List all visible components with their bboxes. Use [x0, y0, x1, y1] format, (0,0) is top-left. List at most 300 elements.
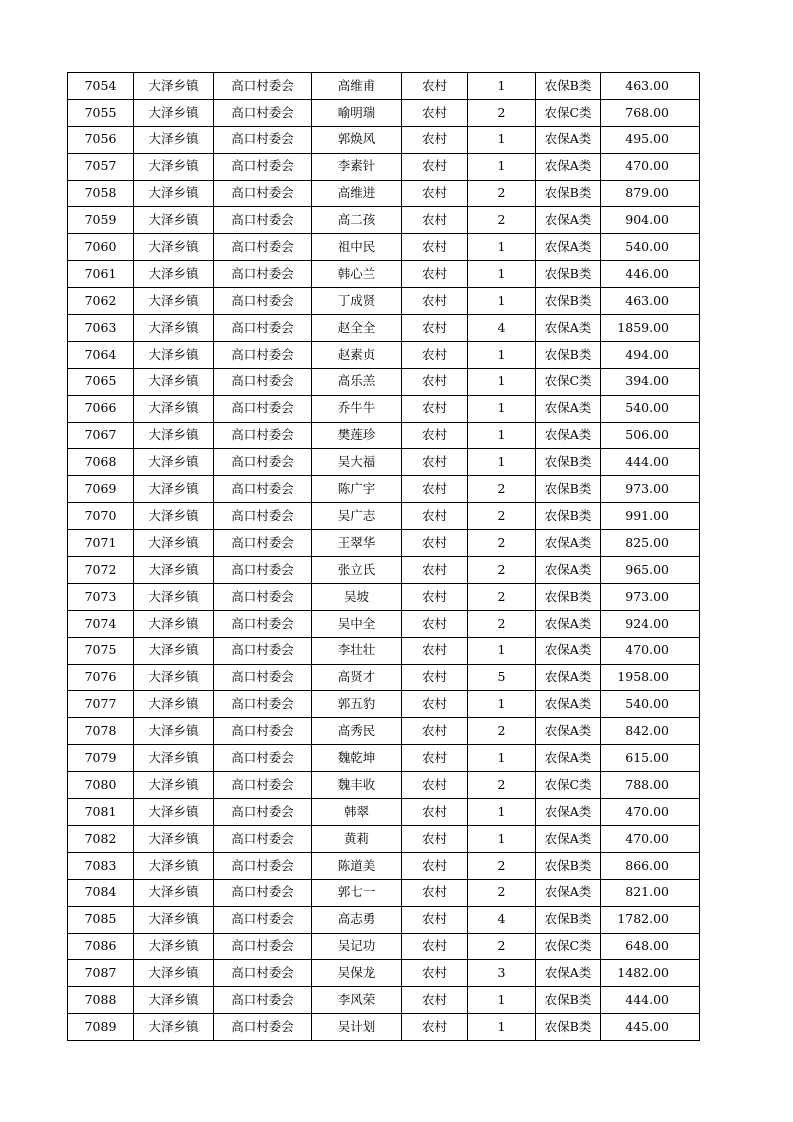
serial-number-cell: 7080: [68, 772, 134, 799]
persons-count-cell: 1: [468, 825, 536, 852]
township-cell: 大泽乡镇: [134, 1014, 214, 1041]
township-cell: 大泽乡镇: [134, 664, 214, 691]
persons-count-cell: 1: [468, 395, 536, 422]
insurance-category-cell: 农保B类: [536, 503, 601, 530]
household-head-cell: 高贤才: [312, 664, 402, 691]
serial-number-cell: 7076: [68, 664, 134, 691]
amount-cell: 991.00: [601, 503, 700, 530]
serial-number-cell: 7054: [68, 73, 134, 100]
household-type-cell: 农村: [402, 449, 468, 476]
township-cell: 大泽乡镇: [134, 610, 214, 637]
village-committee-cell: 高口村委会: [214, 987, 312, 1014]
persons-count-cell: 2: [468, 530, 536, 557]
household-type-cell: 农村: [402, 664, 468, 691]
amount-cell: 540.00: [601, 691, 700, 718]
persons-count-cell: 1: [468, 153, 536, 180]
township-cell: 大泽乡镇: [134, 906, 214, 933]
insurance-category-cell: 农保B类: [536, 987, 601, 1014]
serial-number-cell: 7062: [68, 288, 134, 315]
table-row: [68, 637, 700, 664]
insurance-category-cell: 农保A类: [536, 610, 601, 637]
serial-number-cell: 7078: [68, 718, 134, 745]
serial-number-cell: 7077: [68, 691, 134, 718]
household-type-cell: 农村: [402, 718, 468, 745]
relief-roster-table: [67, 72, 700, 1041]
township-cell: 大泽乡镇: [134, 933, 214, 960]
household-head-cell: 吴计划: [312, 1014, 402, 1041]
amount-cell: 904.00: [601, 207, 700, 234]
table-row: [68, 261, 700, 288]
household-head-cell: 乔牛牛: [312, 395, 402, 422]
serial-number-cell: 7068: [68, 449, 134, 476]
township-cell: 大泽乡镇: [134, 987, 214, 1014]
persons-count-cell: 3: [468, 960, 536, 987]
table-row: [68, 906, 700, 933]
table-row: [68, 395, 700, 422]
serial-number-cell: 7074: [68, 610, 134, 637]
household-head-cell: 赵素贞: [312, 341, 402, 368]
amount-cell: 540.00: [601, 395, 700, 422]
household-type-cell: 农村: [402, 933, 468, 960]
household-type-cell: 农村: [402, 799, 468, 826]
amount-cell: 1482.00: [601, 960, 700, 987]
table-row: [68, 99, 700, 126]
serial-number-cell: 7071: [68, 530, 134, 557]
household-type-cell: 农村: [402, 503, 468, 530]
amount-cell: 394.00: [601, 368, 700, 395]
township-cell: 大泽乡镇: [134, 583, 214, 610]
insurance-category-cell: 农保B类: [536, 1014, 601, 1041]
serial-number-cell: 7089: [68, 1014, 134, 1041]
serial-number-cell: 7072: [68, 557, 134, 584]
township-cell: 大泽乡镇: [134, 449, 214, 476]
village-committee-cell: 高口村委会: [214, 933, 312, 960]
persons-count-cell: 1: [468, 745, 536, 772]
household-type-cell: 农村: [402, 1014, 468, 1041]
village-committee-cell: 高口村委会: [214, 825, 312, 852]
table-row: [68, 180, 700, 207]
table-row: [68, 987, 700, 1014]
serial-number-cell: 7069: [68, 476, 134, 503]
serial-number-cell: 7084: [68, 879, 134, 906]
persons-count-cell: 2: [468, 772, 536, 799]
village-committee-cell: 高口村委会: [214, 503, 312, 530]
amount-cell: 470.00: [601, 637, 700, 664]
household-type-cell: 农村: [402, 637, 468, 664]
persons-count-cell: 1: [468, 422, 536, 449]
township-cell: 大泽乡镇: [134, 879, 214, 906]
amount-cell: 446.00: [601, 261, 700, 288]
village-committee-cell: 高口村委会: [214, 799, 312, 826]
amount-cell: 506.00: [601, 422, 700, 449]
household-head-cell: 高秀民: [312, 718, 402, 745]
table-row: [68, 1014, 700, 1041]
household-head-cell: 吴保龙: [312, 960, 402, 987]
table-row: [68, 73, 700, 100]
household-head-cell: 陈道美: [312, 852, 402, 879]
township-cell: 大泽乡镇: [134, 422, 214, 449]
table-row: [68, 557, 700, 584]
township-cell: 大泽乡镇: [134, 73, 214, 100]
amount-cell: 1782.00: [601, 906, 700, 933]
insurance-category-cell: 农保B类: [536, 906, 601, 933]
household-head-cell: 黄莉: [312, 825, 402, 852]
amount-cell: 965.00: [601, 557, 700, 584]
township-cell: 大泽乡镇: [134, 288, 214, 315]
insurance-category-cell: 农保A类: [536, 422, 601, 449]
serial-number-cell: 7088: [68, 987, 134, 1014]
table-row: [68, 368, 700, 395]
insurance-category-cell: 农保B类: [536, 288, 601, 315]
village-committee-cell: 高口村委会: [214, 395, 312, 422]
insurance-category-cell: 农保A类: [536, 637, 601, 664]
amount-cell: 463.00: [601, 73, 700, 100]
serial-number-cell: 7061: [68, 261, 134, 288]
household-type-cell: 农村: [402, 288, 468, 315]
serial-number-cell: 7066: [68, 395, 134, 422]
township-cell: 大泽乡镇: [134, 207, 214, 234]
household-head-cell: 高乐羔: [312, 368, 402, 395]
table-row: [68, 234, 700, 261]
township-cell: 大泽乡镇: [134, 799, 214, 826]
household-type-cell: 农村: [402, 73, 468, 100]
amount-cell: 444.00: [601, 449, 700, 476]
household-type-cell: 农村: [402, 234, 468, 261]
township-cell: 大泽乡镇: [134, 315, 214, 342]
insurance-category-cell: 农保C类: [536, 368, 601, 395]
table-row: [68, 879, 700, 906]
persons-count-cell: 1: [468, 288, 536, 315]
household-type-cell: 农村: [402, 315, 468, 342]
township-cell: 大泽乡镇: [134, 745, 214, 772]
village-committee-cell: 高口村委会: [214, 879, 312, 906]
household-head-cell: 高维进: [312, 180, 402, 207]
table-row: [68, 422, 700, 449]
village-committee-cell: 高口村委会: [214, 126, 312, 153]
amount-cell: 879.00: [601, 180, 700, 207]
insurance-category-cell: 农保A类: [536, 691, 601, 718]
household-type-cell: 农村: [402, 395, 468, 422]
township-cell: 大泽乡镇: [134, 825, 214, 852]
household-type-cell: 农村: [402, 261, 468, 288]
township-cell: 大泽乡镇: [134, 852, 214, 879]
persons-count-cell: 2: [468, 718, 536, 745]
village-committee-cell: 高口村委会: [214, 180, 312, 207]
table-row: [68, 153, 700, 180]
insurance-category-cell: 农保A类: [536, 126, 601, 153]
village-committee-cell: 高口村委会: [214, 1014, 312, 1041]
persons-count-cell: 2: [468, 852, 536, 879]
serial-number-cell: 7082: [68, 825, 134, 852]
township-cell: 大泽乡镇: [134, 691, 214, 718]
insurance-category-cell: 农保C类: [536, 772, 601, 799]
persons-count-cell: 1: [468, 449, 536, 476]
household-head-cell: 赵全全: [312, 315, 402, 342]
household-type-cell: 农村: [402, 745, 468, 772]
village-committee-cell: 高口村委会: [214, 476, 312, 503]
serial-number-cell: 7070: [68, 503, 134, 530]
township-cell: 大泽乡镇: [134, 718, 214, 745]
insurance-category-cell: 农保A类: [536, 207, 601, 234]
township-cell: 大泽乡镇: [134, 530, 214, 557]
persons-count-cell: 2: [468, 583, 536, 610]
insurance-category-cell: 农保A类: [536, 234, 601, 261]
household-head-cell: 高志勇: [312, 906, 402, 933]
village-committee-cell: 高口村委会: [214, 234, 312, 261]
village-committee-cell: 高口村委会: [214, 745, 312, 772]
persons-count-cell: 5: [468, 664, 536, 691]
persons-count-cell: 2: [468, 933, 536, 960]
persons-count-cell: 1: [468, 799, 536, 826]
persons-count-cell: 1: [468, 691, 536, 718]
amount-cell: 648.00: [601, 933, 700, 960]
insurance-category-cell: 农保A类: [536, 664, 601, 691]
amount-cell: 615.00: [601, 745, 700, 772]
village-committee-cell: 高口村委会: [214, 99, 312, 126]
township-cell: 大泽乡镇: [134, 261, 214, 288]
insurance-category-cell: 农保A类: [536, 799, 601, 826]
insurance-category-cell: 农保A类: [536, 745, 601, 772]
village-committee-cell: 高口村委会: [214, 449, 312, 476]
township-cell: 大泽乡镇: [134, 395, 214, 422]
household-head-cell: 吴记功: [312, 933, 402, 960]
persons-count-cell: 1: [468, 73, 536, 100]
persons-count-cell: 4: [468, 315, 536, 342]
table-row: [68, 610, 700, 637]
table-row: [68, 503, 700, 530]
insurance-category-cell: 农保A类: [536, 530, 601, 557]
table-row: [68, 530, 700, 557]
serial-number-cell: 7055: [68, 99, 134, 126]
township-cell: 大泽乡镇: [134, 557, 214, 584]
insurance-category-cell: 农保C类: [536, 933, 601, 960]
household-head-cell: 李素针: [312, 153, 402, 180]
amount-cell: 788.00: [601, 772, 700, 799]
serial-number-cell: 7063: [68, 315, 134, 342]
household-head-cell: 高维甫: [312, 73, 402, 100]
amount-cell: 494.00: [601, 341, 700, 368]
serial-number-cell: 7064: [68, 341, 134, 368]
household-type-cell: 农村: [402, 153, 468, 180]
household-type-cell: 农村: [402, 879, 468, 906]
township-cell: 大泽乡镇: [134, 503, 214, 530]
household-type-cell: 农村: [402, 530, 468, 557]
table-row: [68, 960, 700, 987]
amount-cell: 924.00: [601, 610, 700, 637]
household-type-cell: 农村: [402, 987, 468, 1014]
persons-count-cell: 2: [468, 207, 536, 234]
household-type-cell: 农村: [402, 610, 468, 637]
village-committee-cell: 高口村委会: [214, 960, 312, 987]
insurance-category-cell: 农保C类: [536, 99, 601, 126]
persons-count-cell: 2: [468, 180, 536, 207]
village-committee-cell: 高口村委会: [214, 718, 312, 745]
persons-count-cell: 2: [468, 557, 536, 584]
insurance-category-cell: 农保A类: [536, 315, 601, 342]
amount-cell: 768.00: [601, 99, 700, 126]
household-head-cell: 郭五豹: [312, 691, 402, 718]
household-type-cell: 农村: [402, 825, 468, 852]
table-row: [68, 476, 700, 503]
serial-number-cell: 7067: [68, 422, 134, 449]
household-head-cell: 吴大福: [312, 449, 402, 476]
township-cell: 大泽乡镇: [134, 180, 214, 207]
household-type-cell: 农村: [402, 906, 468, 933]
household-head-cell: 吴坡: [312, 583, 402, 610]
amount-cell: 1859.00: [601, 315, 700, 342]
household-head-cell: 张立氏: [312, 557, 402, 584]
serial-number-cell: 7065: [68, 368, 134, 395]
village-committee-cell: 高口村委会: [214, 691, 312, 718]
household-type-cell: 农村: [402, 126, 468, 153]
household-head-cell: 韩翠: [312, 799, 402, 826]
household-head-cell: 吴广志: [312, 503, 402, 530]
table-row: [68, 745, 700, 772]
table-row: [68, 126, 700, 153]
amount-cell: 1958.00: [601, 664, 700, 691]
village-committee-cell: 高口村委会: [214, 906, 312, 933]
household-type-cell: 农村: [402, 476, 468, 503]
persons-count-cell: 2: [468, 99, 536, 126]
serial-number-cell: 7087: [68, 960, 134, 987]
table-row: [68, 288, 700, 315]
serial-number-cell: 7075: [68, 637, 134, 664]
household-head-cell: 郭焕风: [312, 126, 402, 153]
serial-number-cell: 7079: [68, 745, 134, 772]
household-head-cell: 郭七一: [312, 879, 402, 906]
insurance-category-cell: 农保B类: [536, 583, 601, 610]
amount-cell: 842.00: [601, 718, 700, 745]
household-type-cell: 农村: [402, 960, 468, 987]
serial-number-cell: 7086: [68, 933, 134, 960]
household-type-cell: 农村: [402, 691, 468, 718]
amount-cell: 973.00: [601, 583, 700, 610]
household-type-cell: 农村: [402, 772, 468, 799]
household-type-cell: 农村: [402, 852, 468, 879]
village-committee-cell: 高口村委会: [214, 341, 312, 368]
village-committee-cell: 高口村委会: [214, 288, 312, 315]
insurance-category-cell: 农保A类: [536, 718, 601, 745]
village-committee-cell: 高口村委会: [214, 557, 312, 584]
table-row: [68, 664, 700, 691]
township-cell: 大泽乡镇: [134, 960, 214, 987]
insurance-category-cell: 农保A类: [536, 395, 601, 422]
persons-count-cell: 2: [468, 503, 536, 530]
household-head-cell: 丁成贤: [312, 288, 402, 315]
persons-count-cell: 1: [468, 987, 536, 1014]
household-type-cell: 农村: [402, 422, 468, 449]
persons-count-cell: 1: [468, 126, 536, 153]
insurance-category-cell: 农保B类: [536, 73, 601, 100]
village-committee-cell: 高口村委会: [214, 422, 312, 449]
table-row: [68, 691, 700, 718]
township-cell: 大泽乡镇: [134, 476, 214, 503]
insurance-category-cell: 农保A类: [536, 960, 601, 987]
persons-count-cell: 2: [468, 476, 536, 503]
insurance-category-cell: 农保A类: [536, 153, 601, 180]
persons-count-cell: 4: [468, 906, 536, 933]
amount-cell: 825.00: [601, 530, 700, 557]
insurance-category-cell: 农保B类: [536, 341, 601, 368]
village-committee-cell: 高口村委会: [214, 772, 312, 799]
persons-count-cell: 1: [468, 234, 536, 261]
household-head-cell: 喻明瑞: [312, 99, 402, 126]
household-head-cell: 王翠华: [312, 530, 402, 557]
household-head-cell: 陈广宇: [312, 476, 402, 503]
amount-cell: 495.00: [601, 126, 700, 153]
table-row: [68, 315, 700, 342]
township-cell: 大泽乡镇: [134, 234, 214, 261]
persons-count-cell: 1: [468, 341, 536, 368]
table-row: [68, 799, 700, 826]
village-committee-cell: 高口村委会: [214, 637, 312, 664]
village-committee-cell: 高口村委会: [214, 261, 312, 288]
township-cell: 大泽乡镇: [134, 368, 214, 395]
household-type-cell: 农村: [402, 207, 468, 234]
serial-number-cell: 7058: [68, 180, 134, 207]
township-cell: 大泽乡镇: [134, 126, 214, 153]
township-cell: 大泽乡镇: [134, 99, 214, 126]
table-row: [68, 933, 700, 960]
village-committee-cell: 高口村委会: [214, 852, 312, 879]
table-row: [68, 718, 700, 745]
insurance-category-cell: 农保B类: [536, 261, 601, 288]
insurance-category-cell: 农保A类: [536, 825, 601, 852]
table-row: [68, 341, 700, 368]
household-head-cell: 李风荣: [312, 987, 402, 1014]
township-cell: 大泽乡镇: [134, 153, 214, 180]
household-head-cell: 吴中全: [312, 610, 402, 637]
village-committee-cell: 高口村委会: [214, 153, 312, 180]
village-committee-cell: 高口村委会: [214, 73, 312, 100]
serial-number-cell: 7073: [68, 583, 134, 610]
insurance-category-cell: 农保B类: [536, 852, 601, 879]
amount-cell: 470.00: [601, 799, 700, 826]
persons-count-cell: 1: [468, 261, 536, 288]
serial-number-cell: 7060: [68, 234, 134, 261]
household-head-cell: 祖中民: [312, 234, 402, 261]
household-head-cell: 李壮壮: [312, 637, 402, 664]
insurance-category-cell: 农保A类: [536, 879, 601, 906]
village-committee-cell: 高口村委会: [214, 664, 312, 691]
insurance-category-cell: 农保A类: [536, 557, 601, 584]
persons-count-cell: 2: [468, 879, 536, 906]
insurance-category-cell: 农保B类: [536, 476, 601, 503]
amount-cell: 540.00: [601, 234, 700, 261]
insurance-category-cell: 农保B类: [536, 180, 601, 207]
household-head-cell: 高二孩: [312, 207, 402, 234]
amount-cell: 470.00: [601, 153, 700, 180]
amount-cell: 470.00: [601, 825, 700, 852]
serial-number-cell: 7081: [68, 799, 134, 826]
table-row: [68, 825, 700, 852]
amount-cell: 445.00: [601, 1014, 700, 1041]
serial-number-cell: 7059: [68, 207, 134, 234]
amount-cell: 973.00: [601, 476, 700, 503]
insurance-category-cell: 农保B类: [536, 449, 601, 476]
amount-cell: 821.00: [601, 879, 700, 906]
serial-number-cell: 7083: [68, 852, 134, 879]
amount-cell: 463.00: [601, 288, 700, 315]
table-row: [68, 772, 700, 799]
village-committee-cell: 高口村委会: [214, 530, 312, 557]
serial-number-cell: 7085: [68, 906, 134, 933]
household-type-cell: 农村: [402, 557, 468, 584]
township-cell: 大泽乡镇: [134, 341, 214, 368]
household-type-cell: 农村: [402, 368, 468, 395]
village-committee-cell: 高口村委会: [214, 368, 312, 395]
household-head-cell: 韩心兰: [312, 261, 402, 288]
